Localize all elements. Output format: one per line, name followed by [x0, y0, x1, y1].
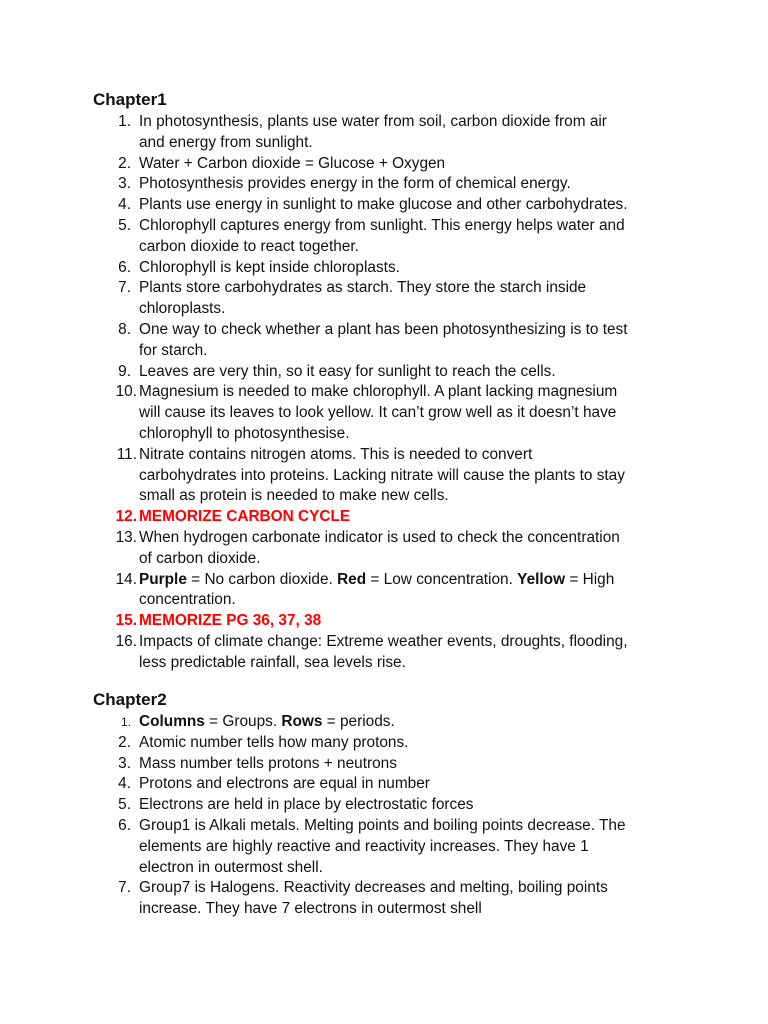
list-item: 1. Columns = Groups. Rows = periods. [93, 712, 683, 733]
item-number: 4. [118, 196, 131, 214]
item-number: 6. [118, 258, 131, 276]
list-item: 5. Chlorophyll captures energy from sunlight. This energy helps water and carbon dioxide to react together. [93, 216, 683, 258]
item-number: 1. [120, 715, 131, 729]
list-item: 11. Nitrate contains nitrogen atoms. This is needed to convert carbohydrates into proteins. Lacking nitrate will cause the plants to stay small as protein is needed to make new cells. [93, 445, 683, 507]
chapter-2-section [93, 688, 683, 920]
item-number: 3. [118, 175, 131, 193]
list-item: 9. Leaves are very thin, so it easy for sunlight to reach the cells. [93, 362, 683, 383]
list-item: 6. Group1 is Alkali metals. Melting points and boiling points decrease. The elements are highly reactive and reactivity increases. They have 1 electron in outermost shell. [93, 816, 683, 878]
list-item: 2. Water + Carbon dioxide = Glucose + Oxygen [93, 154, 683, 175]
item-number: 4. [118, 775, 131, 793]
chapter-2-list [93, 712, 683, 920]
list-item: 13. When hydrogen carbonate indicator is used to check the concentration of carbon dioxide. [93, 528, 683, 570]
chapter-2-heading: Chapter2 [93, 690, 167, 709]
list-item: 7. Group7 is Halogens. Reactivity decreases and melting, boiling points increase. They have 7 electrons in outermost shell [93, 878, 683, 920]
item-number: 12. [115, 508, 137, 526]
list-item: 2. Atomic number tells how many protons. [93, 733, 683, 754]
item-number: 2. [118, 733, 131, 751]
item-number: 1. [118, 113, 131, 130]
list-item: 4. Protons and electrons are equal in number [93, 774, 683, 795]
list-item: 3. Mass number tells protons + neutrons [93, 754, 683, 775]
item-number: 7. [118, 279, 131, 297]
list-item: 16. Impacts of climate change: Extreme weather events, droughts, flooding, less predictable rainfall, sea levels rise. [93, 632, 683, 674]
list-item: 5. Electrons are held in place by electrostatic forces [93, 795, 683, 816]
item-number: 7. [118, 879, 131, 897]
item-number: 11. [116, 445, 137, 463]
item-number: 10. [115, 383, 137, 401]
item-number: 15. [115, 612, 137, 630]
item-number: 14. [115, 570, 137, 588]
item-number: 5. [118, 796, 131, 814]
item-number: 2. [118, 154, 131, 172]
list-item: 7. Plants store carbohydrates as starch. They store the starch inside chloroplasts. [93, 278, 683, 320]
list-item: 14. Purple = No carbon dioxide. Red = Low concentration. Yellow = High concentration. [93, 570, 683, 612]
chapter-1-section [93, 88, 683, 674]
item-number: 5. [118, 216, 131, 234]
list-item: 4. Plants use energy in sunlight to make glucose and other carbohydrates. [93, 195, 683, 216]
chapter-1-list [93, 112, 683, 674]
chapter-1-heading: Chapter1 [93, 90, 167, 109]
list-item: 1. In photosynthesis, plants use water from soil, carbon dioxide from air and energy from sunlight. [93, 112, 683, 154]
list-item: 10. Magnesium is needed to make chlorophyll. A plant lacking magnesium will cause its leaves to look yellow. It can’t grow well as it doesn’t have chlorophyll to photosynthesise. [93, 382, 683, 444]
list-item-highlight: 12. MEMORIZE CARBON CYCLE [93, 507, 683, 528]
list-item: 8. One way to check whether a plant has been photosynthesizing is to test for starch. [93, 320, 683, 362]
list-item: 6. Chlorophyll is kept inside chloroplasts. [93, 258, 683, 279]
item-number: 9. [118, 362, 131, 380]
item-number: 16. [115, 632, 137, 650]
list-item-highlight: 15. MEMORIZE PG 36, 37, 38 [93, 611, 683, 632]
item-number: 13. [115, 528, 137, 546]
item-number: 8. [118, 320, 131, 338]
item-number: 6. [118, 816, 131, 834]
list-item: 3. Photosynthesis provides energy in the form of chemical energy. [93, 174, 683, 195]
item-number: 3. [118, 754, 131, 772]
